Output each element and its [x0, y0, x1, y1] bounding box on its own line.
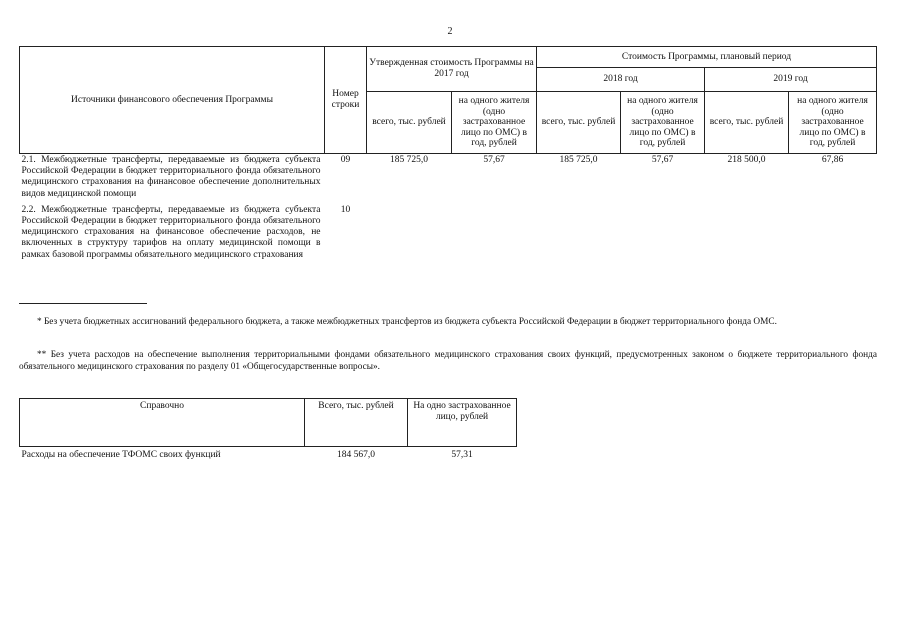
reference-header-per-insured: На одно застрахованное лицо, рублей: [408, 399, 517, 447]
value-per-capita-2017: 57,67: [452, 154, 537, 201]
reference-header-label: Справочно: [20, 399, 305, 447]
footnote-2: ** Без учета расходов на обеспечение выполнения территориальными фондами обязательного медицинского страхования своих функций, предусмотренных законом о бюджете территориального фонда обязательного медицинского страхования по разделу 01 «Общегосударственные вопросы».: [19, 350, 877, 373]
value-per-capita-2019: [789, 201, 877, 262]
value-total-2017: 185 725,0: [367, 154, 452, 201]
header-total-2017: всего, тыс. рублей: [367, 92, 452, 154]
header-total-2018: всего, тыс. рублей: [537, 92, 621, 154]
reference-row-total: 184 567,0: [337, 450, 375, 460]
row-number: 09: [325, 154, 367, 201]
value-total-2018: 185 725,0: [537, 154, 621, 201]
header-per-capita-2018: на одного жителя (одно застрахованное лицо по ОМС) в год, рублей: [621, 92, 705, 154]
header-row-number: Номер строки: [325, 47, 367, 154]
footnote-1: * Без учета бюджетных ассигнований федерального бюджета, а также межбюджетных трансфертов из бюджета субъекта Российской Федерации в бюджет территориального фонда ОМС.: [37, 317, 777, 327]
header-total-2019: всего, тыс. рублей: [705, 92, 789, 154]
header-approved-2017: Утвержденная стоимость Программы на 2017 год: [367, 47, 537, 92]
reference-row-per-insured: 57,31: [451, 450, 473, 460]
reference-table: [19, 398, 517, 464]
value-total-2019: 218 500,0: [705, 154, 789, 201]
header-year-2018: 2018 год: [537, 68, 705, 92]
header-year-2019: 2019 год: [705, 68, 877, 92]
value-per-capita-2018: 57,67: [621, 154, 705, 201]
reference-header-total: Всего, тыс. рублей: [305, 399, 408, 447]
value-total-2019: [705, 201, 789, 262]
value-total-2018: [537, 201, 621, 262]
footnote-divider: [19, 303, 147, 304]
table-row: [20, 154, 877, 201]
row-source: 2.1. Межбюджетные трансферты, передаваемые из бюджета субъекта Российской Федерации в бюджет территориального фонда обязательного медицинского страхования на финансовое обеспечение дополнительных видов медицинской помощи: [20, 154, 325, 201]
value-total-2017: [367, 201, 452, 262]
row-number: 10: [340, 204, 351, 215]
row-source: 2.2. Межбюджетные трансферты, передаваемые из бюджета субъекта Российской Федерации в бюджет территориального фонда обязательного медицинского страхования на финансовое обеспечение расходов, не включенных в структуру тарифов на оплату медицинской помощи в рамках базовой программы обязательного медицинского страхования: [21, 204, 321, 260]
value-per-capita-2017: [452, 201, 537, 262]
table-row: [20, 447, 517, 464]
table-row: [20, 201, 877, 262]
reference-row-label: Расходы на обеспечение ТФОМС своих функций: [21, 450, 221, 460]
header-per-capita-2017: на одного жителя (одно застрахованное лицо по ОМС) в год, рублей: [452, 92, 537, 154]
value-per-capita-2018: [621, 201, 705, 262]
page-number: 2: [447, 26, 453, 37]
header-planned-period: Стоимость Программы, плановый период: [537, 47, 877, 68]
header-per-capita-2019: на одного жителя (одно застрахованное лицо по ОМС) в год, рублей: [789, 92, 877, 154]
header-sources: Источники финансового обеспечения Программы: [20, 47, 325, 154]
value-per-capita-2019: 67,86: [789, 154, 877, 201]
program-cost-table: [19, 46, 877, 262]
